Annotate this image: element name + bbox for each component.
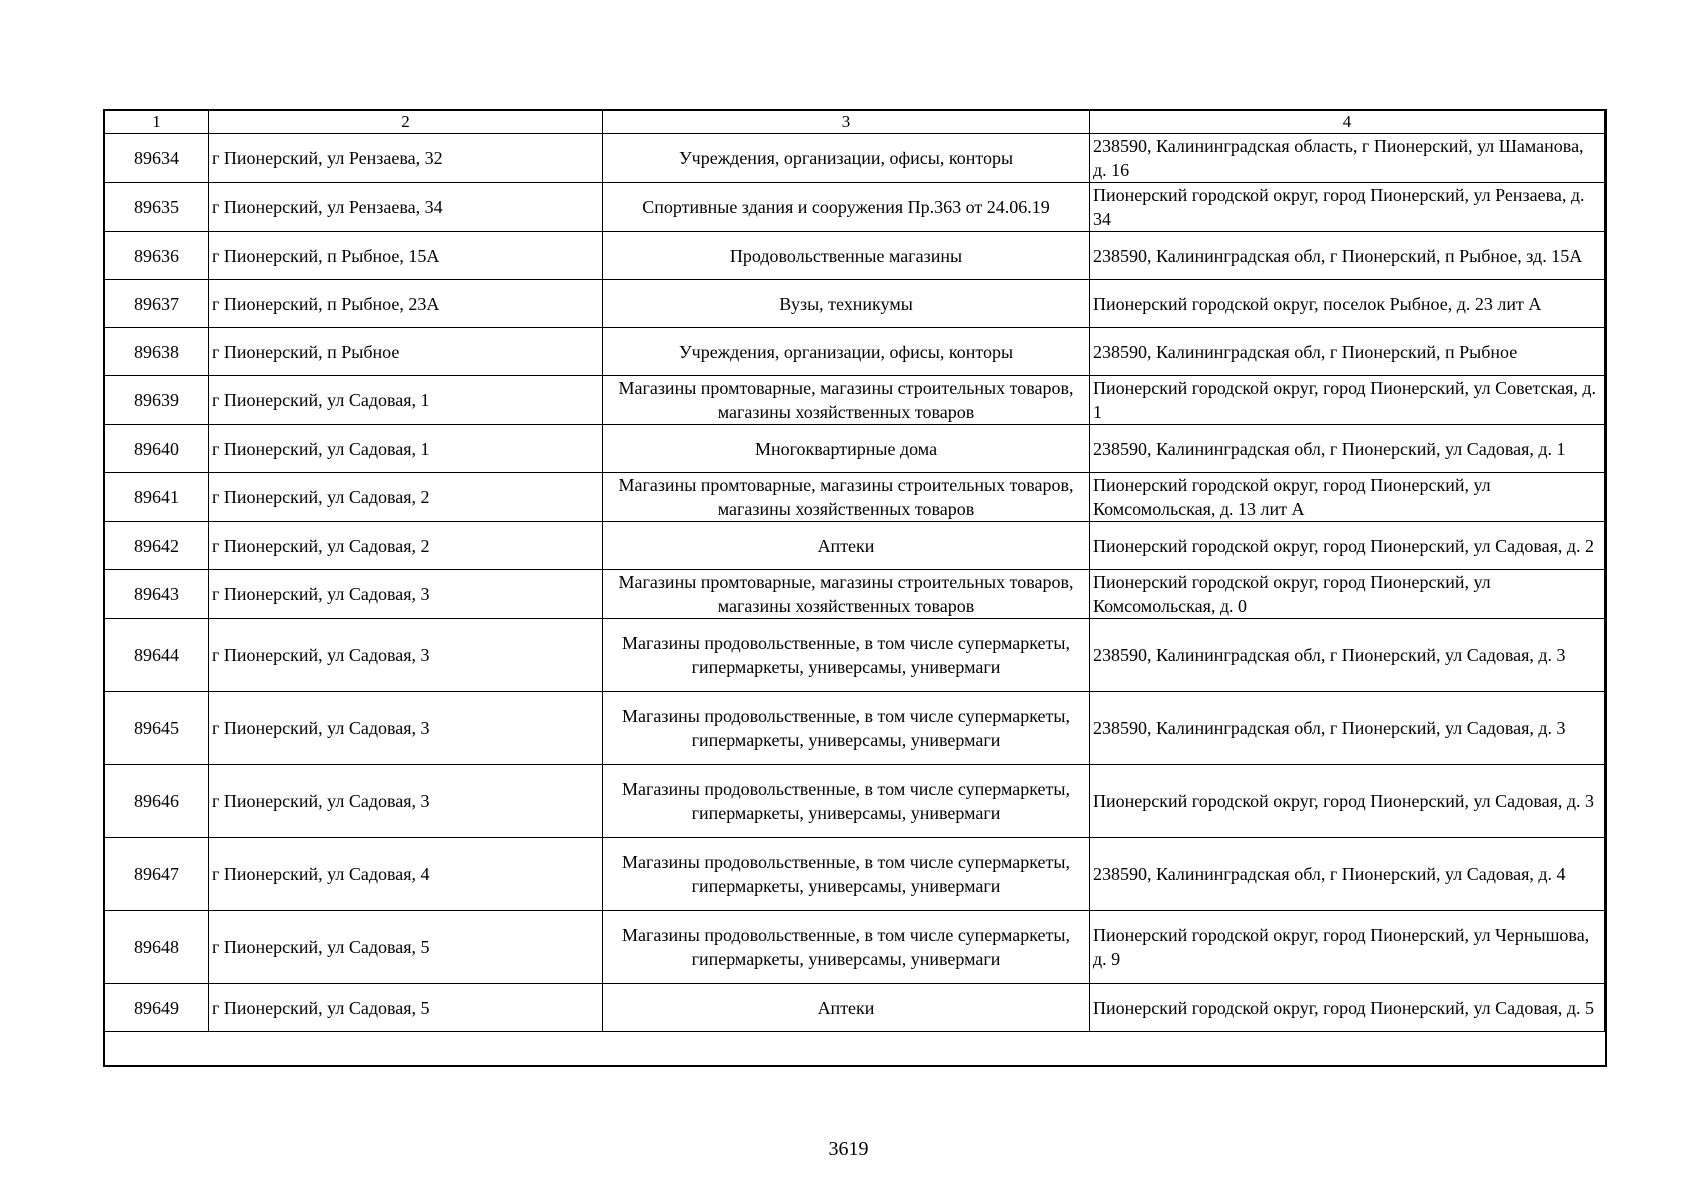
row-location: г Пионерский, ул Садовая, 3 [209, 765, 603, 838]
table-row [105, 134, 1605, 183]
table-row [105, 473, 1605, 522]
table-row [105, 838, 1605, 911]
table-row [105, 984, 1605, 1032]
row-address: 238590, Калининградская обл, г Пионерский, ул Садовая, д. 1 [1090, 425, 1605, 473]
row-address: Пионерский городской округ, город Пионерский, ул Садовая, д. 5 [1090, 984, 1605, 1032]
row-category: Магазины продовольственные, в том числе супермаркеты, гипермаркеты, универсамы, универмаги [603, 911, 1090, 984]
row-id: 89647 [105, 838, 209, 911]
row-category: Многоквартирные дома [603, 425, 1090, 473]
row-category: Магазины промтоварные, магазины строительных товаров, магазины хозяйственных товаров [603, 376, 1090, 425]
column-number-4: 4 [1090, 111, 1605, 134]
table-header-row [105, 111, 1605, 134]
row-address: Пионерский городской округ, город Пионерский, ул Садовая, д. 3 [1090, 765, 1605, 838]
row-id: 89649 [105, 984, 209, 1032]
row-category: Продовольственные магазины [603, 232, 1090, 280]
row-category: Спортивные здания и сооружения Пр.363 от 24.06.19 [603, 183, 1090, 232]
row-category: Магазины продовольственные, в том числе супермаркеты, гипермаркеты, универсамы, универмаги [603, 765, 1090, 838]
row-location: г Пионерский, ул Рензаева, 32 [209, 134, 603, 183]
row-category: Вузы, техникумы [603, 280, 1090, 328]
table-row [105, 376, 1605, 425]
table-row [105, 280, 1605, 328]
row-location: г Пионерский, ул Садовая, 1 [209, 376, 603, 425]
registry-table [104, 110, 1605, 1032]
row-category: Аптеки [603, 984, 1090, 1032]
row-category: Аптеки [603, 522, 1090, 570]
row-id: 89636 [105, 232, 209, 280]
row-location: г Пионерский, ул Садовая, 5 [209, 984, 603, 1032]
row-location: г Пионерский, п Рыбное, 23А [209, 280, 603, 328]
row-id: 89640 [105, 425, 209, 473]
row-id: 89634 [105, 134, 209, 183]
table-row [105, 232, 1605, 280]
row-category: Учреждения, организации, офисы, конторы [603, 134, 1090, 183]
row-category: Магазины продовольственные, в том числе супермаркеты, гипермаркеты, универсамы, универмаги [603, 619, 1090, 692]
page-number: 3619 [828, 1138, 869, 1160]
column-number-3: 3 [603, 111, 1090, 134]
row-address: Пионерский городской округ, поселок Рыбное, д. 23 лит А [1090, 280, 1605, 328]
row-id: 89641 [105, 473, 209, 522]
row-id: 89642 [105, 522, 209, 570]
row-id: 89645 [105, 692, 209, 765]
row-address: Пионерский городской округ, город Пионерский, ул Комсомольская, д. 13 лит А [1090, 473, 1605, 522]
row-id: 89637 [105, 280, 209, 328]
column-number-1: 1 [105, 111, 209, 134]
row-category: Магазины промтоварные, магазины строительных товаров, магазины хозяйственных товаров [603, 570, 1090, 619]
row-id: 89648 [105, 911, 209, 984]
row-address: 238590, Калининградская обл, г Пионерский, ул Садовая, д. 3 [1090, 692, 1605, 765]
row-id: 89638 [105, 328, 209, 376]
row-address: 238590, Калининградская обл, г Пионерский, ул Садовая, д. 4 [1090, 838, 1605, 911]
row-address: Пионерский городской округ, город Пионерский, ул Советская, д. 1 [1090, 376, 1605, 425]
row-address: Пионерский городской округ, город Пионерский, ул Садовая, д. 2 [1090, 522, 1605, 570]
row-address: 238590, Калининградская обл, г Пионерский, ул Садовая, д. 3 [1090, 619, 1605, 692]
row-location: г Пионерский, п Рыбное [209, 328, 603, 376]
row-location: г Пионерский, п Рыбное, 15А [209, 232, 603, 280]
row-address: 238590, Калининградская обл, г Пионерский, п Рыбное, зд. 15А [1090, 232, 1605, 280]
table-row [105, 911, 1605, 984]
row-location: г Пионерский, ул Садовая, 1 [209, 425, 603, 473]
row-location: г Пионерский, ул Садовая, 3 [209, 570, 603, 619]
column-number-2: 2 [209, 111, 603, 134]
row-category: Магазины промтоварные, магазины строительных товаров, магазины хозяйственных товаров [603, 473, 1090, 522]
row-location: г Пионерский, ул Рензаева, 34 [209, 183, 603, 232]
row-id: 89639 [105, 376, 209, 425]
row-address: 238590, Калининградская область, г Пионерский, ул Шаманова, д. 16 [1090, 134, 1605, 183]
table-row [105, 183, 1605, 232]
row-id: 89643 [105, 570, 209, 619]
row-location: г Пионерский, ул Садовая, 2 [209, 522, 603, 570]
table-row [105, 692, 1605, 765]
row-location: г Пионерский, ул Садовая, 3 [209, 619, 603, 692]
table-row [105, 765, 1605, 838]
row-id: 89644 [105, 619, 209, 692]
row-location: г Пионерский, ул Садовая, 2 [209, 473, 603, 522]
table-row [105, 425, 1605, 473]
row-id: 89646 [105, 765, 209, 838]
row-location: г Пионерский, ул Садовая, 5 [209, 911, 603, 984]
row-category: Магазины продовольственные, в том числе супермаркеты, гипермаркеты, универсамы, универмаги [603, 838, 1090, 911]
table-row [105, 522, 1605, 570]
table-row [105, 570, 1605, 619]
row-address: Пионерский городской округ, город Пионерский, ул Рензаева, д. 34 [1090, 183, 1605, 232]
row-category: Учреждения, организации, офисы, конторы [603, 328, 1090, 376]
row-location: г Пионерский, ул Садовая, 3 [209, 692, 603, 765]
row-location: г Пионерский, ул Садовая, 4 [209, 838, 603, 911]
row-id: 89635 [105, 183, 209, 232]
row-address: Пионерский городской округ, город Пионерский, ул Чернышова, д. 9 [1090, 911, 1605, 984]
table-row [105, 619, 1605, 692]
row-address: Пионерский городской округ, город Пионерский, ул Комсомольская, д. 0 [1090, 570, 1605, 619]
row-address: 238590, Калининградская обл, г Пионерский, п Рыбное [1090, 328, 1605, 376]
row-category: Магазины продовольственные, в том числе супермаркеты, гипермаркеты, универсамы, универмаги [603, 692, 1090, 765]
table-row [105, 328, 1605, 376]
